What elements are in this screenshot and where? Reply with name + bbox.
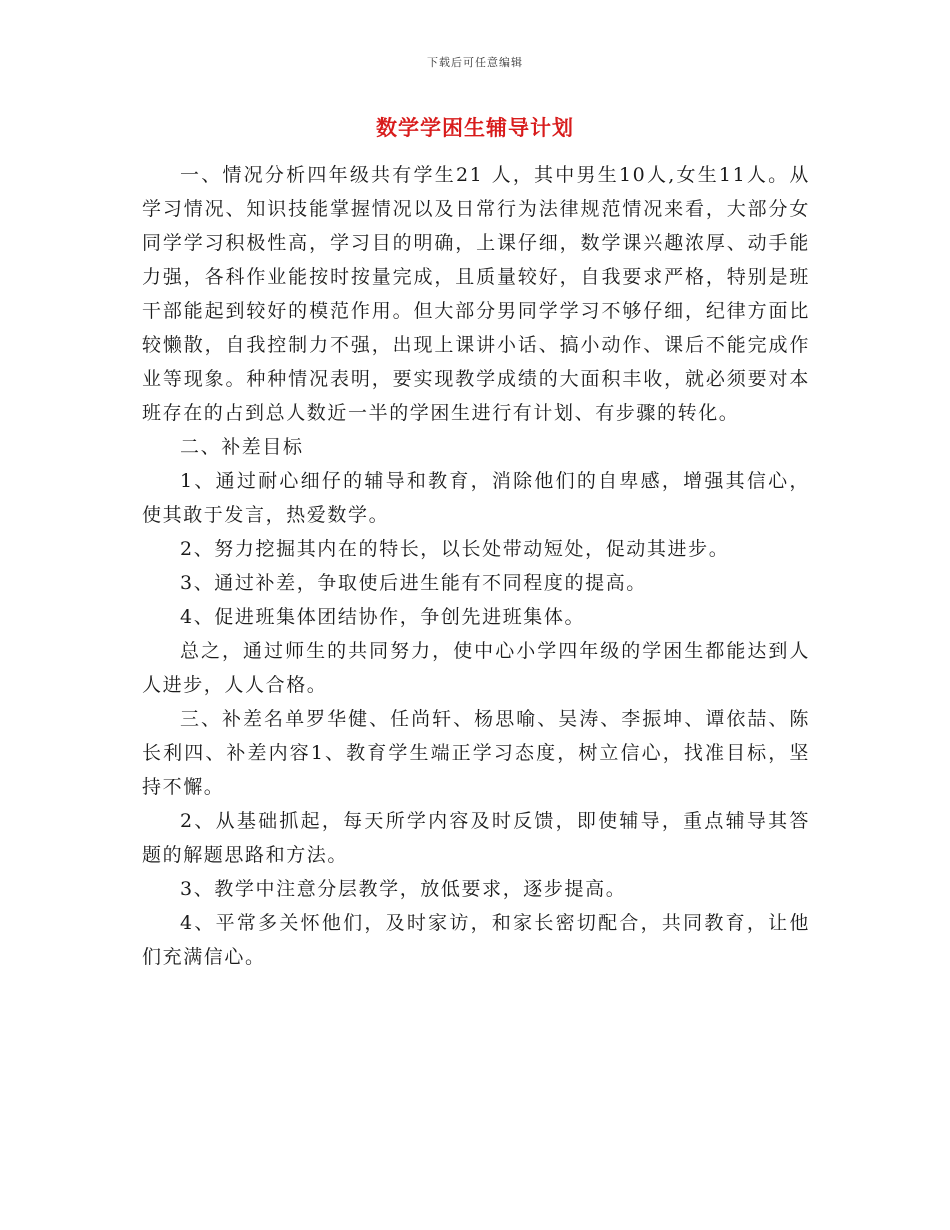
document-title: 数学学困生辅导计划 xyxy=(376,115,574,140)
paragraph-situation-analysis: 一、情况分析四年级共有学生21 人，其中男生10人,女生11人。从学习情况、知识技能掌握情况以及日常行为法律规范情况来看，大部分女同学学习积极性高，学习目的明确，上课仔细，数学课兴趣浓厚、动手能力强，各科作业能按时按量完成，且质量较好，自我要求严格，特别是班干部能起到较好的模范作用。但大部分男同学学习不够仔细，纪律方面比较懒散，自我控制力不强，出现上课讲小话、搞小动作、课后不能完成作业等现象。种种情况表明，要实现教学成绩的大面积丰收，就必须要对本班存在的占到总人数近一半的学困生进行有计划、有步骤的转化。 xyxy=(142,164,810,424)
header-note: 下载后可任意编辑 xyxy=(427,56,523,69)
paragraph-goal-2: 2、努力挖掘其内在的特长，以长处带动短处，促动其进步。 xyxy=(180,538,730,560)
paragraph-goals-heading: 二、补差目标 xyxy=(180,436,304,458)
paragraph-content-4: 4、平常多关怀他们，及时家访，和家长密切配合，共同教育，让他们充满信心。 xyxy=(142,912,810,968)
paragraph-goal-4: 4、促进班集体团结协作，争创先进班集体。 xyxy=(180,606,586,628)
paragraph-summary: 总之，通过师生的共同努力，使中心小学四年级的学困生都能达到人人进步，人人合格。 xyxy=(142,640,810,696)
paragraph-goal-3: 3、通过补差，争取使后进生能有不同程度的提高。 xyxy=(180,572,647,594)
paragraph-content-3: 3、教学中注意分层教学，放低要求，逐步提高。 xyxy=(180,878,627,900)
document-body xyxy=(142,158,810,974)
paragraph-goal-1: 1、通过耐心细仔的辅导和教育，消除他们的自卑感，增强其信心，使其敢于发言，热爱数学。 xyxy=(142,470,810,526)
paragraph-content-2: 2、从基础抓起，每天所学内容及时反馈，即使辅导，重点辅导其答题的解题思路和方法。 xyxy=(142,810,810,866)
paragraph-list-and-content-1: 三、补差名单罗华健、任尚轩、杨思喻、吴涛、李振坤、谭依喆、陈长利四、补差内容1、教育学生端正学习态度，树立信心，找准目标，坚持不懈。 xyxy=(142,708,810,798)
